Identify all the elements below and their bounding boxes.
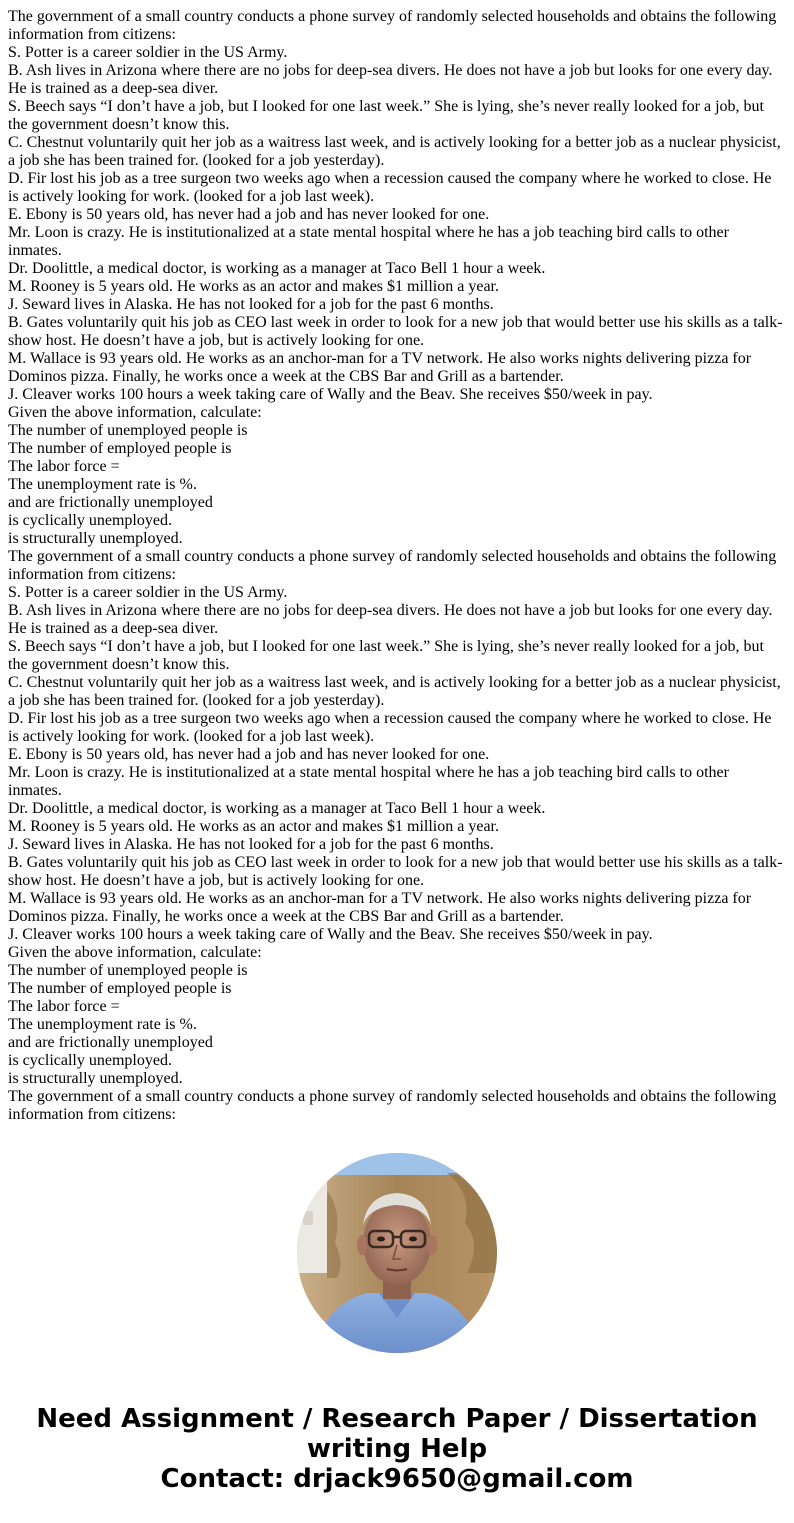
ad-banner [0,1404,794,1494]
question-line: The number of unemployed people is [8,422,248,439]
citizen-entry: Mr. Loon is crazy. He is institutionalized at a state mental hospital where he has a job teaching bird calls to other inmates. [8,764,729,799]
citizen-entry: S. Beech says “I don’t have a job, but I looked for one last week.” She is lying, she’s never really looked for a job, but the government doesn’t know this. [8,638,764,673]
citizen-entry: Dr. Doolittle, a medical doctor, is working as a manager at Taco Bell 1 hour a week. [8,800,546,817]
citizen-entry: J. Cleaver works 100 hours a week taking care of Wally and the Beav. She receives $50/week in pay. [8,926,653,943]
citizen-entry: E. Ebony is 50 years old, has never had a job and has never looked for one. [8,746,490,763]
citizen-entry: J. Cleaver works 100 hours a week taking care of Wally and the Beav. She receives $50/week in pay. [8,386,653,403]
citizen-entry: J. Seward lives in Alaska. He has not looked for a job for the past 6 months. [8,836,494,853]
survey-section-3 [8,1088,786,1124]
citizen-entry: D. Fir lost his job as a tree surgeon two weeks ago when a recession caused the company where he worked to close. He is actively looking for work. (looked for a job last week). [8,170,772,205]
survey-intro: The government of a small country conducts a phone survey of randomly selected households and obtains the following information from citizens: [8,1088,777,1123]
survey-intro: The government of a small country conducts a phone survey of randomly selected households and obtains the following information from citizens: [8,548,777,583]
question-line: The unemployment rate is %. [8,476,197,493]
question-line: and are frictionally unemployed [8,494,213,511]
survey-section-1 [8,8,786,548]
citizen-entry: C. Chestnut voluntarily quit her job as a waitress last week, and is actively looking for a better job as a nuclear physicist, a job she has been trained for. (looked for a job yesterday). [8,674,781,709]
ad-headline: Need Assignment / Research Paper / Dissertation writing Help [36,1404,758,1464]
citizen-entry: M. Rooney is 5 years old. He works as an actor and makes $1 million a year. [8,818,499,835]
question-line: The labor force = [8,458,120,475]
question-line: is structurally unemployed. [8,530,183,547]
citizen-entry: C. Chestnut voluntarily quit her job as a waitress last week, and is actively looking for a better job as a nuclear physicist, a job she has been trained for. (looked for a job yesterday). [8,134,781,169]
question-line: is cyclically unemployed. [8,512,172,529]
citizen-entry: M. Wallace is 93 years old. He works as an anchor-man for a TV network. He also works nights delivering pizza for Dominos pizza. Finally, he works once a week at the CBS Bar and Grill as a bartender. [8,890,752,925]
citizen-entry: M. Rooney is 5 years old. He works as an actor and makes $1 million a year. [8,278,499,295]
citizen-entry: Dr. Doolittle, a medical doctor, is working as a manager at Taco Bell 1 hour a week. [8,260,546,277]
question-line: The unemployment rate is %. [8,1016,197,1033]
portrait-image [297,1153,497,1353]
citizen-entry: D. Fir lost his job as a tree surgeon two weeks ago when a recession caused the company where he worked to close. He is actively looking for work. (looked for a job last week). [8,710,772,745]
question-line: and are frictionally unemployed [8,1034,213,1051]
question-line: The number of unemployed people is [8,962,248,979]
ad-contact[interactable]: Contact: drjack9650@gmail.com [160,1464,634,1494]
citizen-entry: B. Ash lives in Arizona where there are no jobs for deep-sea divers. He does not have a job but looks for one every day. He is trained as a deep-sea diver. [8,602,773,637]
document-body [8,8,786,1124]
survey-section-2 [8,548,786,1088]
citizen-entry: B. Gates voluntarily quit his job as CEO last week in order to look for a new job that would better use his skills as a talk-show host. He doesn’t have a job, but is actively looking for one. [8,314,783,349]
citizen-entry: M. Wallace is 93 years old. He works as an anchor-man for a TV network. He also works nights delivering pizza for Dominos pizza. Finally, he works once a week at the CBS Bar and Grill as a bartender. [8,350,752,385]
question-prompt: Given the above information, calculate: [8,944,262,961]
question-line: is cyclically unemployed. [8,1052,172,1069]
question-line: The number of employed people is [8,980,232,997]
citizen-entry: Mr. Loon is crazy. He is institutionalized at a state mental hospital where he has a job teaching bird calls to other inmates. [8,224,729,259]
question-line: is structurally unemployed. [8,1070,183,1087]
citizen-entry: B. Gates voluntarily quit his job as CEO last week in order to look for a new job that would better use his skills as a talk-show host. He doesn’t have a job, but is actively looking for one. [8,854,783,889]
citizen-entry: B. Ash lives in Arizona where there are no jobs for deep-sea divers. He does not have a job but looks for one every day. He is trained as a deep-sea diver. [8,62,773,97]
citizen-entry: J. Seward lives in Alaska. He has not looked for a job for the past 6 months. [8,296,494,313]
question-line: The labor force = [8,998,120,1015]
citizen-entry: S. Potter is a career soldier in the US Army. [8,44,288,61]
citizen-entry: E. Ebony is 50 years old, has never had a job and has never looked for one. [8,206,490,223]
citizen-entry: S. Beech says “I don’t have a job, but I looked for one last week.” She is lying, she’s never really looked for a job, but the government doesn’t know this. [8,98,764,133]
question-line: The number of employed people is [8,440,232,457]
citizen-entry: S. Potter is a career soldier in the US Army. [8,584,288,601]
author-photo [297,1153,497,1353]
question-prompt: Given the above information, calculate: [8,404,262,421]
survey-intro: The government of a small country conducts a phone survey of randomly selected households and obtains the following information from citizens: [8,8,777,43]
